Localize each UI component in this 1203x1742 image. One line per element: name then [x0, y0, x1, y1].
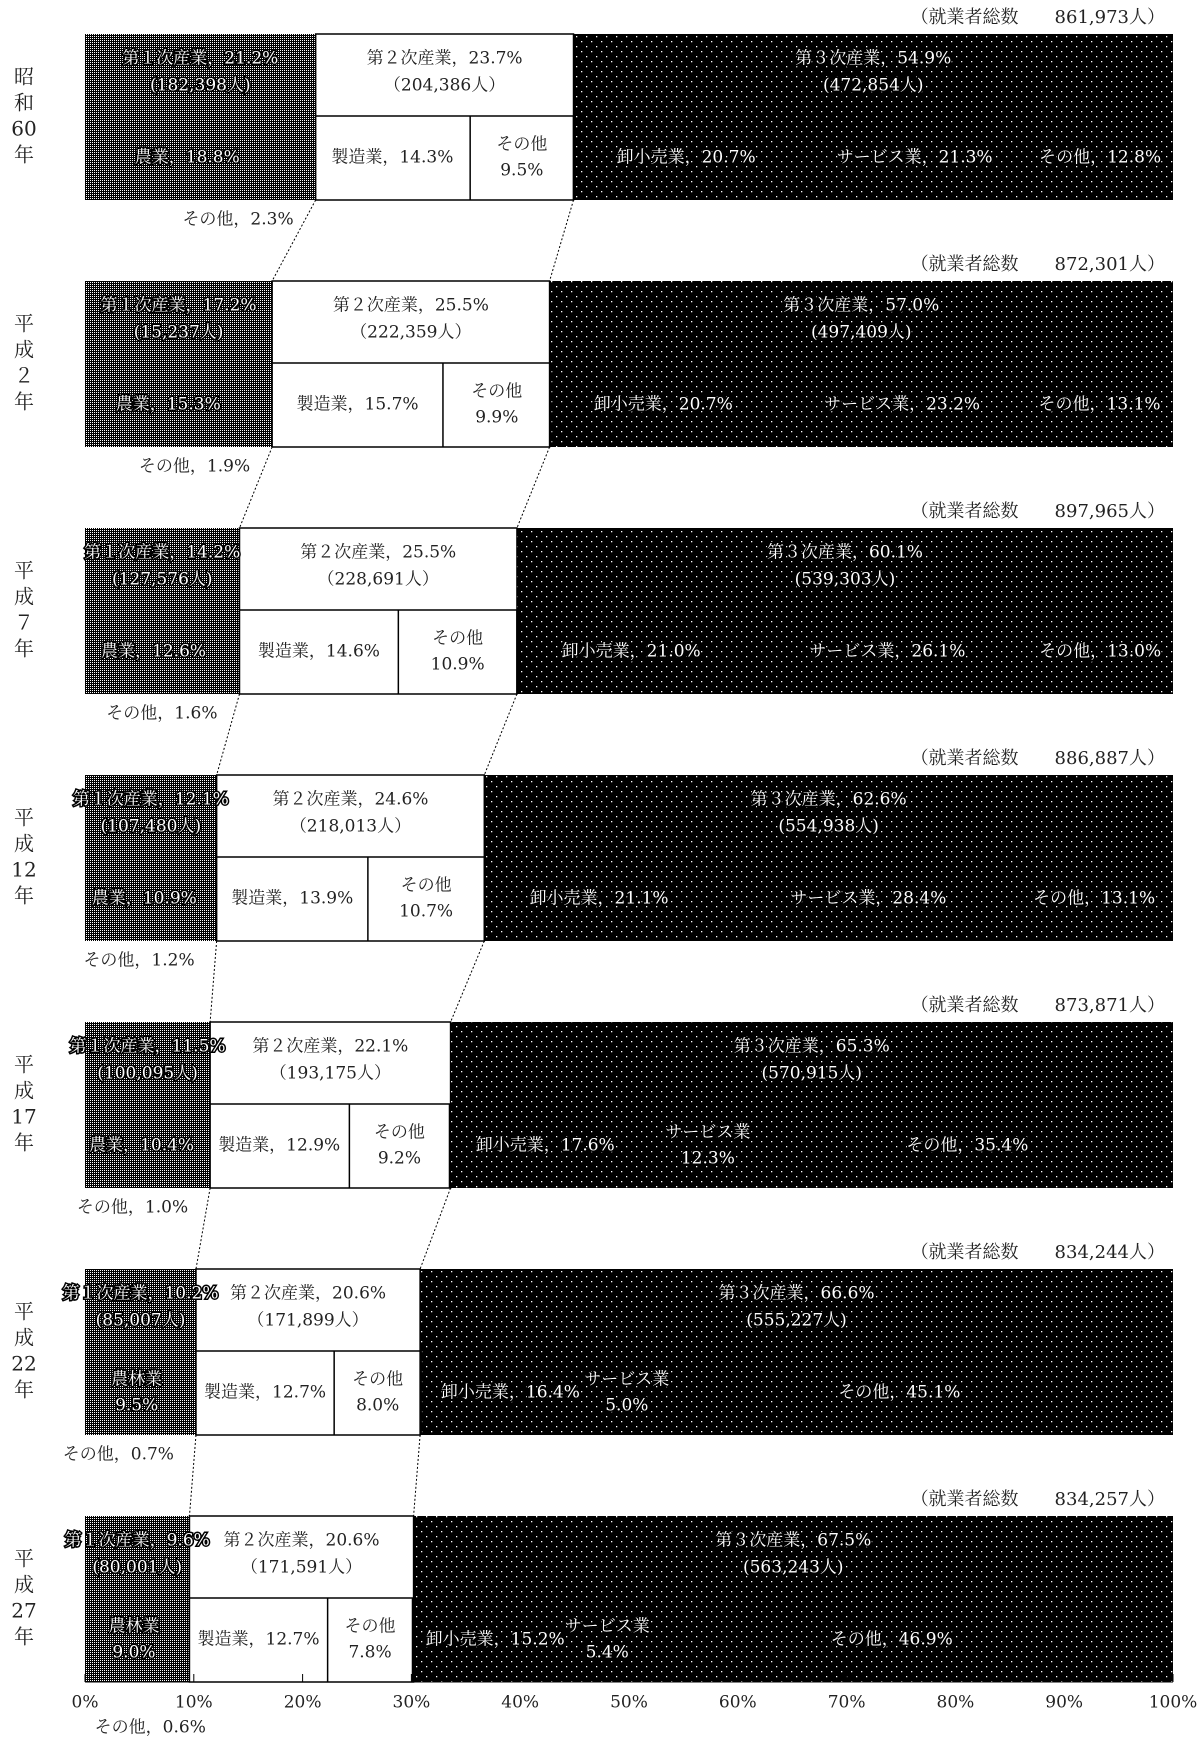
- year-label: [11, 1053, 36, 1155]
- year-label: [11, 65, 36, 167]
- primary-label: 第１次産業，21.2%: [122, 48, 279, 69]
- secondary-count: （218,013人）: [289, 816, 412, 837]
- segment-label: サービス業，26.1%: [809, 641, 966, 662]
- secondary-label: 第２次産業，25.5%: [300, 542, 457, 563]
- connector-line: [420, 1188, 450, 1269]
- primary-count: (127,576人): [111, 569, 213, 590]
- tertiary-count: (539,303人): [794, 569, 896, 590]
- secondary-count: （171,591人）: [240, 1557, 363, 1578]
- primary-label: 第１次産業，12.1%: [72, 789, 229, 810]
- tertiary-label: 第３次産業，62.6%: [750, 789, 907, 810]
- segment-label: 10.7%: [399, 901, 454, 922]
- year-label-char: 平: [14, 311, 34, 336]
- segment-label: その他，13.0%: [1039, 641, 1162, 662]
- secondary-count: （171,899人）: [247, 1310, 369, 1331]
- secondary-count: （193,175人）: [269, 1063, 392, 1084]
- x-axis: [72, 1674, 1198, 1738]
- segment-label: 製造業，13.9%: [231, 888, 354, 909]
- connector-line: [550, 200, 574, 281]
- segment-label: 10.9%: [430, 654, 485, 675]
- other-note: その他，1.9%: [138, 456, 251, 477]
- primary-label: 第１次産業，11.5%: [69, 1036, 226, 1057]
- secondary-label: 第２次産業，20.6%: [223, 1530, 380, 1551]
- segment-label: その他，46.9%: [830, 1629, 953, 1650]
- segment-label: 製造業，14.3%: [331, 147, 454, 168]
- segment-label: サービス業，21.3%: [836, 147, 993, 168]
- x-tick-label: 50%: [610, 1692, 648, 1713]
- segment-label: 8.0%: [356, 1395, 400, 1416]
- tertiary-count: (554,938人): [778, 816, 879, 837]
- segment-label: サービス業: [584, 1369, 670, 1390]
- year-label-char: 平: [14, 1052, 34, 1077]
- year-label-char: 12: [11, 857, 37, 882]
- secondary-count: （228,691人）: [317, 569, 439, 590]
- year-label-char: 平: [14, 1546, 34, 1571]
- tertiary-label: 第３次産業，67.5%: [715, 1530, 872, 1551]
- segment-label: その他，45.1%: [838, 1382, 961, 1403]
- year-bar: [11, 995, 1173, 1269]
- segment-label: 卸小売業，16.4%: [440, 1382, 580, 1403]
- total-employees: （就業者総数 834,257人）: [910, 1489, 1165, 1510]
- segment-label: その他，12.8%: [1039, 147, 1162, 168]
- segment-label: 農業，15.3%: [115, 394, 221, 415]
- tertiary-count: (472,854人): [822, 75, 924, 96]
- other-note: その他，0.7%: [62, 1444, 174, 1465]
- primary-count: (107,480人): [100, 816, 202, 837]
- segment-label: 農業，10.4%: [89, 1135, 195, 1156]
- secondary-count: （222,359人）: [350, 322, 472, 343]
- year-label-char: 年: [14, 142, 34, 167]
- other-note: その他，1.6%: [106, 703, 218, 724]
- primary-label: 第１次産業，10.2%: [62, 1283, 219, 1304]
- primary-count: (182,398人): [150, 75, 251, 96]
- segment-label: 製造業，12.7%: [204, 1382, 327, 1403]
- year-bar: [11, 1489, 1173, 1682]
- segment-label: 卸小売業，21.0%: [561, 641, 701, 662]
- connector-line: [414, 1435, 421, 1516]
- segment-label: 卸小売業，20.7%: [593, 394, 733, 415]
- segment-label: 7.8%: [348, 1642, 392, 1663]
- segment-label: サービス業，23.2%: [824, 394, 981, 415]
- year-label: [11, 1547, 36, 1649]
- year-label-char: 成: [14, 1078, 34, 1103]
- total-employees: （就業者総数 872,301人）: [910, 254, 1165, 275]
- primary-count: (80,001人): [92, 1557, 183, 1578]
- total-employees: （就業者総数 834,244人）: [910, 1242, 1165, 1263]
- year-label: [14, 312, 34, 414]
- x-tick-label: 10%: [174, 1692, 213, 1713]
- segment-label: サービス業: [665, 1122, 751, 1143]
- other-note: その他，2.3%: [182, 209, 294, 230]
- x-tick-label: 90%: [1045, 1692, 1084, 1713]
- bottom-note: その他，0.6%: [94, 1717, 206, 1738]
- segment-label: その他: [400, 875, 452, 896]
- segment-label: 卸小売業，17.6%: [475, 1135, 615, 1156]
- secondary-label: 第２次産業，23.7%: [366, 48, 523, 69]
- tertiary-label: 第３次産業，66.6%: [718, 1283, 875, 1304]
- year-label-char: 成: [14, 337, 34, 362]
- connector-line: [196, 1188, 210, 1269]
- year-label-char: 60: [11, 116, 37, 141]
- year-label-char: 成: [14, 1572, 34, 1597]
- tertiary-count: (555,227人): [746, 1310, 847, 1331]
- year-label-char: ２: [14, 363, 34, 388]
- x-tick-label: 40%: [501, 1692, 540, 1713]
- segment-label: 農林業: [111, 1369, 163, 1390]
- year-label-char: 年: [14, 883, 34, 908]
- year-label-char: 年: [14, 1377, 34, 1402]
- year-label-char: 27: [11, 1598, 37, 1623]
- secondary-label: 第２次産業，25.5%: [332, 295, 489, 316]
- year-label-char: 年: [14, 389, 34, 414]
- tertiary-count: (570,915人): [761, 1063, 863, 1084]
- segment-label: その他，13.1%: [1038, 394, 1161, 415]
- x-tick-label: 100%: [1148, 1692, 1198, 1713]
- year-label: [14, 559, 34, 661]
- year-bar: [14, 501, 1173, 775]
- tertiary-count: (497,409人): [810, 322, 912, 343]
- segment-label: 農業，10.9%: [91, 888, 197, 909]
- total-employees: （就業者総数 873,871人）: [910, 995, 1165, 1016]
- year-label-char: 22: [11, 1351, 37, 1376]
- x-tick-label: 0%: [71, 1692, 99, 1713]
- tertiary-label: 第３次産業，65.3%: [733, 1036, 890, 1057]
- year-label-char: 成: [14, 831, 34, 856]
- primary-count: (100,095人): [97, 1063, 198, 1084]
- year-label-char: 平: [14, 558, 34, 583]
- tertiary-label: 第３次産業，60.1%: [766, 542, 923, 563]
- segment-label: その他，13.1%: [1033, 888, 1156, 909]
- segment-label: 9.5%: [115, 1395, 159, 1416]
- year-bar: [11, 748, 1173, 1022]
- primary-label: 第１次産業，14.2%: [84, 542, 241, 563]
- segment-label: 農業，12.6%: [101, 641, 207, 662]
- year-label-char: 年: [14, 1130, 34, 1155]
- segment-label: その他: [432, 628, 484, 649]
- segment-label: 農業，18.8%: [134, 147, 240, 168]
- total-employees: （就業者総数 897,965人）: [910, 501, 1165, 522]
- connector-line: [451, 941, 485, 1022]
- primary-count: (85,007人): [95, 1310, 186, 1331]
- segment-label: 9.9%: [475, 407, 519, 428]
- secondary-count: （204,386人）: [383, 75, 506, 96]
- segment-label: 農林業: [108, 1616, 160, 1637]
- segment-label: その他，35.4%: [906, 1135, 1029, 1156]
- segment-label: その他: [373, 1122, 425, 1143]
- x-tick-label: 20%: [283, 1692, 322, 1713]
- year-label-char: 成: [14, 1325, 34, 1350]
- segment-label: 卸小売業，20.7%: [616, 147, 756, 168]
- segment-label: 12.3%: [680, 1148, 735, 1169]
- year-label-char: ７: [14, 610, 34, 635]
- segment-label: 5.4%: [585, 1642, 629, 1663]
- segment-label: 9.5%: [500, 160, 544, 181]
- x-tick-label: 60%: [718, 1692, 757, 1713]
- other-note: その他，1.2%: [83, 950, 195, 971]
- year-label-char: 昭: [14, 64, 34, 89]
- segment-label: 卸小売業，15.2%: [425, 1629, 565, 1650]
- segment-label: 製造業，12.9%: [218, 1135, 341, 1156]
- segment-label: その他: [344, 1616, 396, 1637]
- tertiary-count: (563,243人): [742, 1557, 844, 1578]
- secondary-label: 第２次産業，22.1%: [252, 1036, 409, 1057]
- x-tick-label: 80%: [936, 1692, 975, 1713]
- total-employees: （就業者総数 886,887人）: [910, 748, 1165, 769]
- x-tick-label: 70%: [827, 1692, 866, 1713]
- segment-label: 製造業，15.7%: [296, 394, 419, 415]
- year-bar: [11, 1242, 1173, 1516]
- secondary-label: 第２次産業，24.6%: [272, 789, 429, 810]
- segment-label: その他: [471, 381, 523, 402]
- year-label-char: 年: [14, 636, 34, 661]
- connector-line: [210, 941, 217, 1022]
- primary-label: 第１次産業，17.2%: [100, 295, 257, 316]
- segment-label: その他: [496, 134, 548, 155]
- year-label: [11, 806, 36, 908]
- segment-label: サービス業: [564, 1616, 650, 1637]
- secondary-label: 第２次産業，20.6%: [230, 1283, 387, 1304]
- segment-label: 9.2%: [377, 1148, 422, 1169]
- connector-line: [217, 694, 240, 775]
- year-label-char: 和: [14, 90, 34, 115]
- connector-line: [517, 447, 550, 528]
- year-bar: [14, 254, 1173, 528]
- year-label-char: 成: [14, 584, 34, 609]
- connector-line: [484, 694, 517, 775]
- x-tick-label: 30%: [392, 1692, 431, 1713]
- other-note: その他，1.0%: [76, 1197, 189, 1218]
- connector-line: [189, 1435, 196, 1516]
- primary-count: (15,237人): [133, 322, 224, 343]
- year-bar: [11, 7, 1173, 281]
- segment-label: 製造業，12.7%: [197, 1629, 320, 1650]
- year-label-char: 平: [14, 1299, 34, 1324]
- segment-label: 卸小売業，21.1%: [529, 888, 669, 909]
- segment-label: サービス業，28.4%: [790, 888, 947, 909]
- primary-label: 第１次産業，9.6%: [64, 1530, 210, 1551]
- tertiary-label: 第３次産業，57.0%: [783, 295, 940, 316]
- year-label-char: 平: [14, 805, 34, 830]
- segment-label: 5.0%: [605, 1395, 649, 1416]
- segment-label: 9.0%: [112, 1642, 156, 1663]
- year-label: [11, 1300, 36, 1402]
- segment-label: 製造業，14.6%: [257, 641, 380, 662]
- year-label-char: 年: [14, 1624, 34, 1649]
- total-employees: （就業者総数 861,973人）: [910, 7, 1165, 28]
- year-label-char: 17: [11, 1104, 37, 1129]
- tertiary-label: 第３次産業，54.9%: [795, 48, 952, 69]
- segment-label: その他: [352, 1369, 404, 1390]
